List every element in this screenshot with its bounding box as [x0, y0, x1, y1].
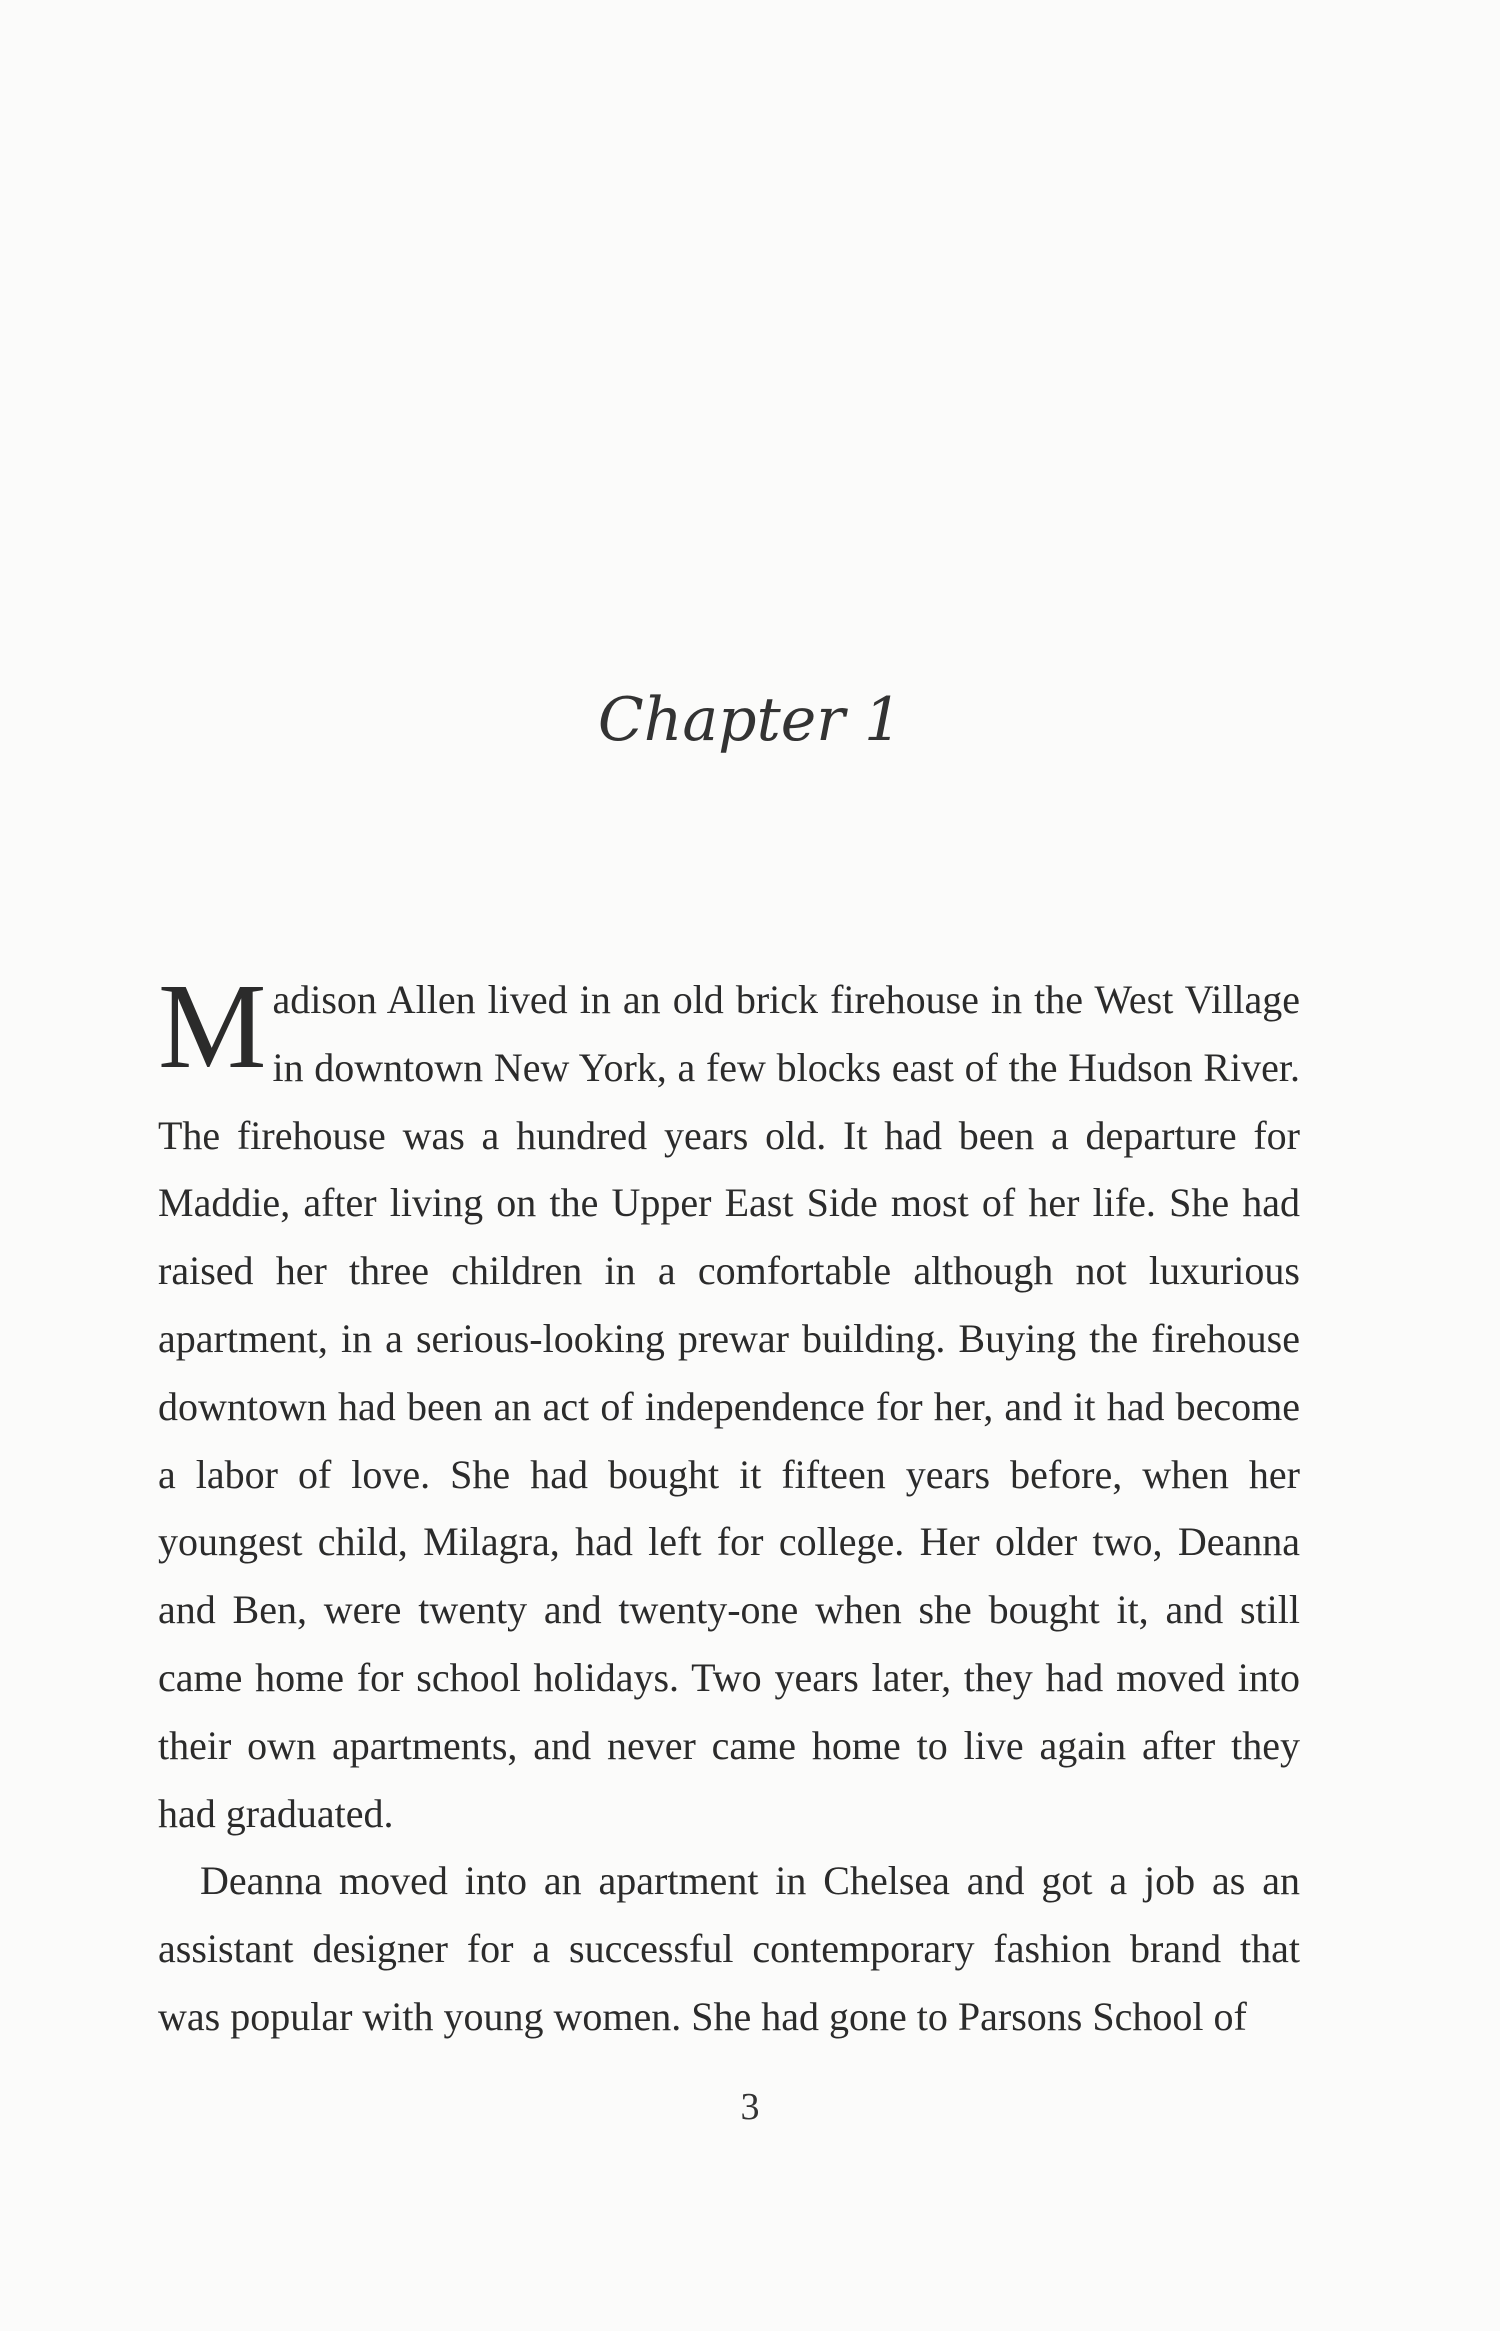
chapter-body — [158, 959, 1300, 2051]
page-number: 3 — [740, 2086, 760, 2128]
paragraph-1 — [158, 959, 1300, 1847]
paragraph-2: Deanna moved into an apartment in Chelsea and got a job as an assistant designer for a successful contemporary fashion brand that was popular with young women. She had gone to Parsons School of — [158, 1858, 1300, 2039]
chapter-title: Chapter 1 — [597, 685, 903, 755]
drop-cap: M — [158, 959, 267, 1094]
paragraph-1-text: adison Allen lived in an old brick firehouse in the West Village in downtown New York, a few blocks east of the Hudson River. The firehouse was a hundred years old. It had been a departure for Maddie, after living on the Upper East Side most of her life. She had raised her three children in a comfortable although not luxurious apartment, in a serious-looking prewar building. Buying the firehouse downtown had been an act of independence for her, and it had become a labor of love. She had bought it fifteen years before, when her youngest child, Milagra, had left for college. Her older two, Deanna and Ben, were twenty and twenty-one when she bought it, and still came home for school holidays. Two years later, they had moved into their own apartments, and never came home to live again after they had graduated. — [158, 977, 1300, 1836]
